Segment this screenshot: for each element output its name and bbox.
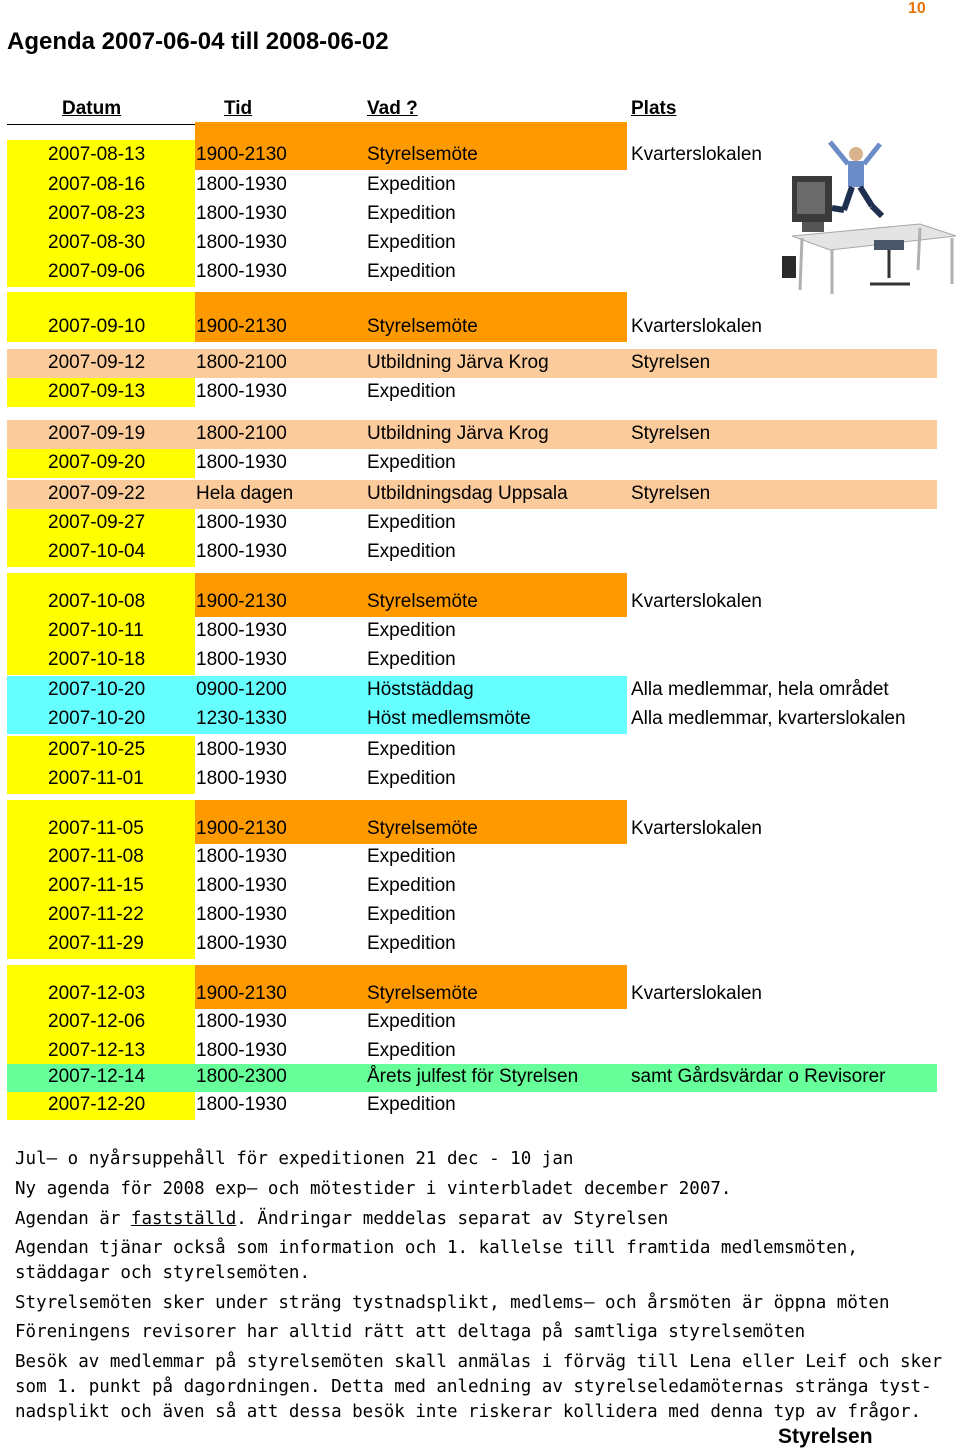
note-holiday-break: Jul— o nyårsuppehåll för expeditionen 21 dec - 10 jan <box>15 1149 574 1169</box>
cell-time: 1800-1930 <box>196 381 287 402</box>
cell-what: Expedition <box>367 620 456 641</box>
cell-date: 2007-10-11 <box>48 620 144 641</box>
cell-time: 1800-1930 <box>196 232 287 253</box>
cell-date: 2007-09-12 <box>48 352 146 373</box>
header-vad: Vad ? <box>367 98 418 119</box>
page-title: Agenda 2007-06-04 till 2008-06-02 <box>7 28 389 55</box>
cell-what: Expedition <box>367 1040 456 1061</box>
table-row <box>0 378 940 407</box>
cell-date: 2007-12-20 <box>48 1094 146 1115</box>
cell-what: Utbildningsdag Uppsala <box>367 483 568 504</box>
note-visits-1: Besök av medlemmar på styrelsemöten skall anmälas i förväg till Lena eller Leif och sker <box>15 1352 943 1372</box>
cell-time: Hela dagen <box>196 483 294 504</box>
table-row <box>0 1064 940 1092</box>
cell-time: 1800-1930 <box>196 739 287 760</box>
cell-time: 1800-1930 <box>196 512 287 533</box>
cell-what: Expedition <box>367 203 456 224</box>
cell-what: Årets julfest för Styrelsen <box>367 1066 579 1087</box>
table-row <box>0 509 940 538</box>
note-visits-2: som 1. punkt på dagordningen. Detta med anledning av styrelseledamöternas stränga tyst- <box>15 1377 932 1397</box>
table-row <box>0 705 940 734</box>
cell-time: 0900-1200 <box>196 679 287 700</box>
cell-time: 1800-1930 <box>196 1011 287 1032</box>
table-row <box>0 480 940 509</box>
cell-what: Expedition <box>367 381 456 402</box>
clipart-jumping-man <box>770 138 958 296</box>
cell-date: 2007-08-13 <box>48 144 146 165</box>
cell-what: Expedition <box>367 768 456 789</box>
cell-date: 2007-09-10 <box>48 316 146 337</box>
cell-time: 1900-2130 <box>196 983 287 1004</box>
cell-what: Expedition <box>367 846 456 867</box>
cell-what: Expedition <box>367 541 456 562</box>
cell-what: Expedition <box>367 512 456 533</box>
cell-what: Expedition <box>367 739 456 760</box>
table-row <box>0 292 940 342</box>
cell-date: 2007-10-08 <box>48 591 146 612</box>
cell-what: Expedition <box>367 452 456 473</box>
cell-place: Kvarterslokalen <box>631 144 762 165</box>
cell-what: Expedition <box>367 261 456 282</box>
cell-date: 2007-11-05 <box>48 818 144 839</box>
cell-time: 1800-1930 <box>196 261 287 282</box>
cell-date: 2007-10-20 <box>48 679 146 700</box>
cell-what: Expedition <box>367 649 456 670</box>
cell-place: Styrelsen <box>631 352 711 373</box>
cell-time: 1800-1930 <box>196 1094 287 1115</box>
cell-time: 1800-1930 <box>196 904 287 925</box>
cell-place: Kvarterslokalen <box>631 818 762 839</box>
table-row <box>0 1008 940 1037</box>
cell-date: 2007-09-22 <box>48 483 146 504</box>
cell-time: 1800-2100 <box>196 352 287 373</box>
table-row <box>0 965 940 1009</box>
table-row <box>0 538 940 567</box>
cell-what: Höststäddag <box>367 679 474 700</box>
cell-date: 2007-08-16 <box>48 174 146 195</box>
signature: Styrelsen <box>778 1425 873 1448</box>
cell-time: 1800-1930 <box>196 846 287 867</box>
cell-date: 2007-10-04 <box>48 541 146 562</box>
cell-what: Expedition <box>367 1094 456 1115</box>
cell-time: 1800-1930 <box>196 203 287 224</box>
cell-place: Styrelsen <box>631 483 711 504</box>
cell-date: 2007-09-13 <box>48 381 146 402</box>
cell-what: Styrelsemöte <box>367 818 478 839</box>
table-row <box>0 617 940 646</box>
cell-date: 2007-11-08 <box>48 846 144 867</box>
cell-date: 2007-12-06 <box>48 1011 146 1032</box>
cell-date: 2007-12-14 <box>48 1066 146 1087</box>
cell-what: Styrelsemöte <box>367 983 478 1004</box>
table-row <box>0 449 940 478</box>
cell-what: Styrelsemöte <box>367 316 478 337</box>
cell-what: Utbildning Järva Krog <box>367 423 549 444</box>
cell-place: Kvarterslokalen <box>631 983 762 1004</box>
cell-what: Höst medlemsmöte <box>367 708 531 729</box>
table-row <box>0 676 940 705</box>
cell-date: 2007-11-22 <box>48 904 144 925</box>
cell-what: Styrelsemöte <box>367 144 478 165</box>
cell-date: 2007-09-06 <box>48 261 146 282</box>
note-agenda-info-2: städdagar och styrelsemöten. <box>15 1263 311 1283</box>
cell-time: 1800-1930 <box>196 452 287 473</box>
header-tid: Tid <box>224 98 253 119</box>
cell-place: Alla medlemmar, kvarterslokalen <box>631 708 906 729</box>
cell-time: 1800-1930 <box>196 541 287 562</box>
note-agenda-info-1: Agendan tjänar också som information och 1. kallelse till framtida medlemsmöten, <box>15 1238 858 1258</box>
cell-place: Styrelsen <box>631 423 711 444</box>
cell-time: 1800-1930 <box>196 620 287 641</box>
header-datum: Datum <box>62 98 122 119</box>
table-row <box>0 349 940 378</box>
note-agenda-fixed <box>15 1207 668 1232</box>
note-visits-3: nadsplikt och även så att dessa besök inte riskerar kollidera med denna typ av frågor. <box>15 1402 922 1422</box>
note-auditors: Föreningens revisorer har alltid rätt att deltaga på samtliga styrelsemöten <box>15 1322 806 1342</box>
cell-what: Utbildning Järva Krog <box>367 352 549 373</box>
header-plats: Plats <box>631 98 677 119</box>
table-row <box>0 930 940 959</box>
cell-time: 1230-1330 <box>196 708 287 729</box>
cell-what: Expedition <box>367 904 456 925</box>
table-row <box>0 843 940 872</box>
table-row <box>0 573 940 617</box>
cell-what: Expedition <box>367 174 456 195</box>
cell-place: Alla medlemmar, hela området <box>631 679 889 700</box>
table-row <box>0 646 940 675</box>
cell-date: 2007-09-27 <box>48 512 146 533</box>
cell-time: 1800-1930 <box>196 933 287 954</box>
cell-time: 1800-2300 <box>196 1066 287 1087</box>
jumping-man-desk-clipart-icon <box>770 138 958 296</box>
cell-date: 2007-08-23 <box>48 203 146 224</box>
cell-date: 2007-11-15 <box>48 875 144 896</box>
note-agenda-fixed-underlined: fastställd <box>130 1209 237 1229</box>
table-row <box>0 901 940 930</box>
cell-time: 1800-1930 <box>196 649 287 670</box>
cell-date: 2007-11-29 <box>48 933 144 954</box>
cell-what: Expedition <box>367 933 456 954</box>
cell-place: Kvarterslokalen <box>631 591 762 612</box>
page-number: 10 <box>908 0 926 17</box>
cell-time: 1900-2130 <box>196 591 287 612</box>
cell-what: Expedition <box>367 232 456 253</box>
cell-date: 2007-10-20 <box>48 708 146 729</box>
table-row <box>0 1037 940 1066</box>
cell-date: 2007-09-19 <box>48 423 146 444</box>
cell-what: Styrelsemöte <box>367 591 478 612</box>
table-row <box>0 420 940 449</box>
cell-place: samt Gårdsvärdar o Revisorer <box>631 1066 886 1087</box>
cell-place: Kvarterslokalen <box>631 316 762 337</box>
note-agenda-fixed-a: Agendan är <box>15 1209 131 1229</box>
cell-date: 2007-12-03 <box>48 983 146 1004</box>
cell-date: 2007-12-13 <box>48 1040 146 1061</box>
cell-time: 1900-2130 <box>196 316 287 337</box>
note-new-agenda: Ny agenda för 2008 exp— och mötestider i vinterbladet december 2007. <box>15 1179 732 1199</box>
table-row <box>0 800 940 844</box>
cell-time: 1900-2130 <box>196 818 287 839</box>
meeting-highlight-extension <box>195 122 627 140</box>
table-row <box>0 1092 940 1120</box>
cell-date: 2007-08-30 <box>48 232 146 253</box>
cell-time: 1900-2130 <box>196 144 287 165</box>
cell-what: Expedition <box>367 875 456 896</box>
cell-time: 1800-1930 <box>196 875 287 896</box>
cell-time: 1800-1930 <box>196 768 287 789</box>
cell-what: Expedition <box>367 1011 456 1032</box>
table-row <box>0 872 940 901</box>
table-row <box>0 765 940 794</box>
cell-date: 2007-11-01 <box>48 768 144 789</box>
cell-date: 2007-10-18 <box>48 649 146 670</box>
table-row <box>0 736 940 765</box>
note-agenda-fixed-c: . Ändringar meddelas separat av Styrelsen <box>236 1209 669 1229</box>
note-confidentiality: Styrelsemöten sker under sträng tystnadsplikt, medlems— och årsmöten är öppna möten <box>15 1293 890 1313</box>
cell-time: 1800-1930 <box>196 174 287 195</box>
cell-date: 2007-09-20 <box>48 452 146 473</box>
cell-time: 1800-2100 <box>196 423 287 444</box>
cell-date: 2007-10-25 <box>48 739 146 760</box>
cell-time: 1800-1930 <box>196 1040 287 1061</box>
